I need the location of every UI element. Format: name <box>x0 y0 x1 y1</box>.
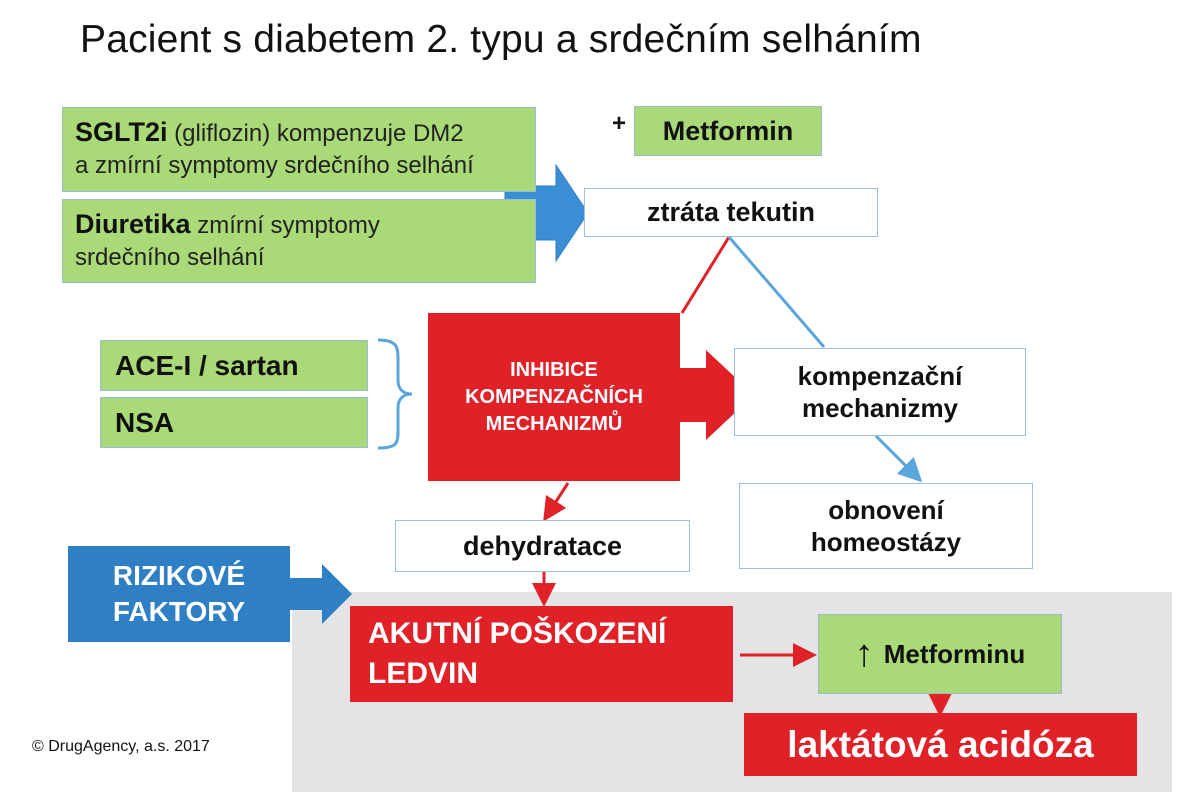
copyright: © DrugAgency, a.s. 2017 <box>32 738 210 755</box>
sglt2i-desc-line1: (gliflozin) kompenzuje DM2 <box>167 120 464 147</box>
page-title: Pacient s diabetem 2. typu a srdečním selháním <box>80 18 922 61</box>
risk-factors-line2: FAKTORY <box>112 596 246 627</box>
red-line-fluid-to-inhibition <box>682 237 729 313</box>
nsa-box: NSA <box>100 397 368 448</box>
compensation-line1: kompenzační <box>797 361 963 391</box>
diuretics-label: Diuretika <box>75 209 191 239</box>
red-arrow-to-dehydration <box>548 483 568 514</box>
lactic-acidosis-box: laktátová acidóza <box>744 713 1137 776</box>
inhibition-box <box>428 313 680 481</box>
plus-sign: + <box>612 110 627 137</box>
sglt2i-box <box>62 107 536 192</box>
homeostasis-line2: homeostázy <box>810 527 962 557</box>
risk-factors-line1: RIZIKOVÉ <box>112 560 246 591</box>
diuretics-box <box>62 199 536 283</box>
blue-arrow-risk-factors <box>290 564 352 624</box>
sglt2i-desc-line2: a zmírní symptomy srdečního selhání <box>75 152 474 179</box>
inhibition-line2: KOMPENZAČNÍCH <box>465 385 643 408</box>
compensation-mechanisms-box <box>734 348 1026 436</box>
blue-line-compensation-to-homeostasis <box>876 436 918 478</box>
acute-kidney-line2: LEDVIN <box>368 657 479 690</box>
homeostasis-line1: obnovení <box>828 495 944 525</box>
up-arrow-icon: ↑ <box>854 632 874 675</box>
fluid-loss-box: ztráta tekutin <box>584 188 878 237</box>
brace <box>378 340 412 448</box>
diuretics-desc-line2: srdečního selhání <box>75 244 265 271</box>
acute-kidney-line1: AKUTNÍ POŠKOZENÍ <box>368 617 667 650</box>
inhibition-line3: MECHANIZMŮ <box>485 412 623 435</box>
dehydration-box: dehydratace <box>395 520 690 572</box>
compensation-line2: mechanizmy <box>801 393 959 423</box>
metformin-level-box <box>818 614 1062 694</box>
inhibition-line1: INHIBICE <box>510 358 598 381</box>
acute-kidney-injury-box <box>350 606 733 702</box>
diuretics-desc-line1: zmírní symptomy <box>190 212 380 239</box>
metformin-level-label: Metforminu <box>883 638 1026 669</box>
blue-line-fluid-to-compensation <box>729 237 824 347</box>
metformin-box: Metformin <box>634 106 822 156</box>
risk-factors-box <box>68 546 290 642</box>
ace-i-sartan-box: ACE-I / sartan <box>100 340 368 391</box>
sglt2i-label: SGLT2i <box>75 117 168 147</box>
homeostasis-box <box>739 483 1033 569</box>
